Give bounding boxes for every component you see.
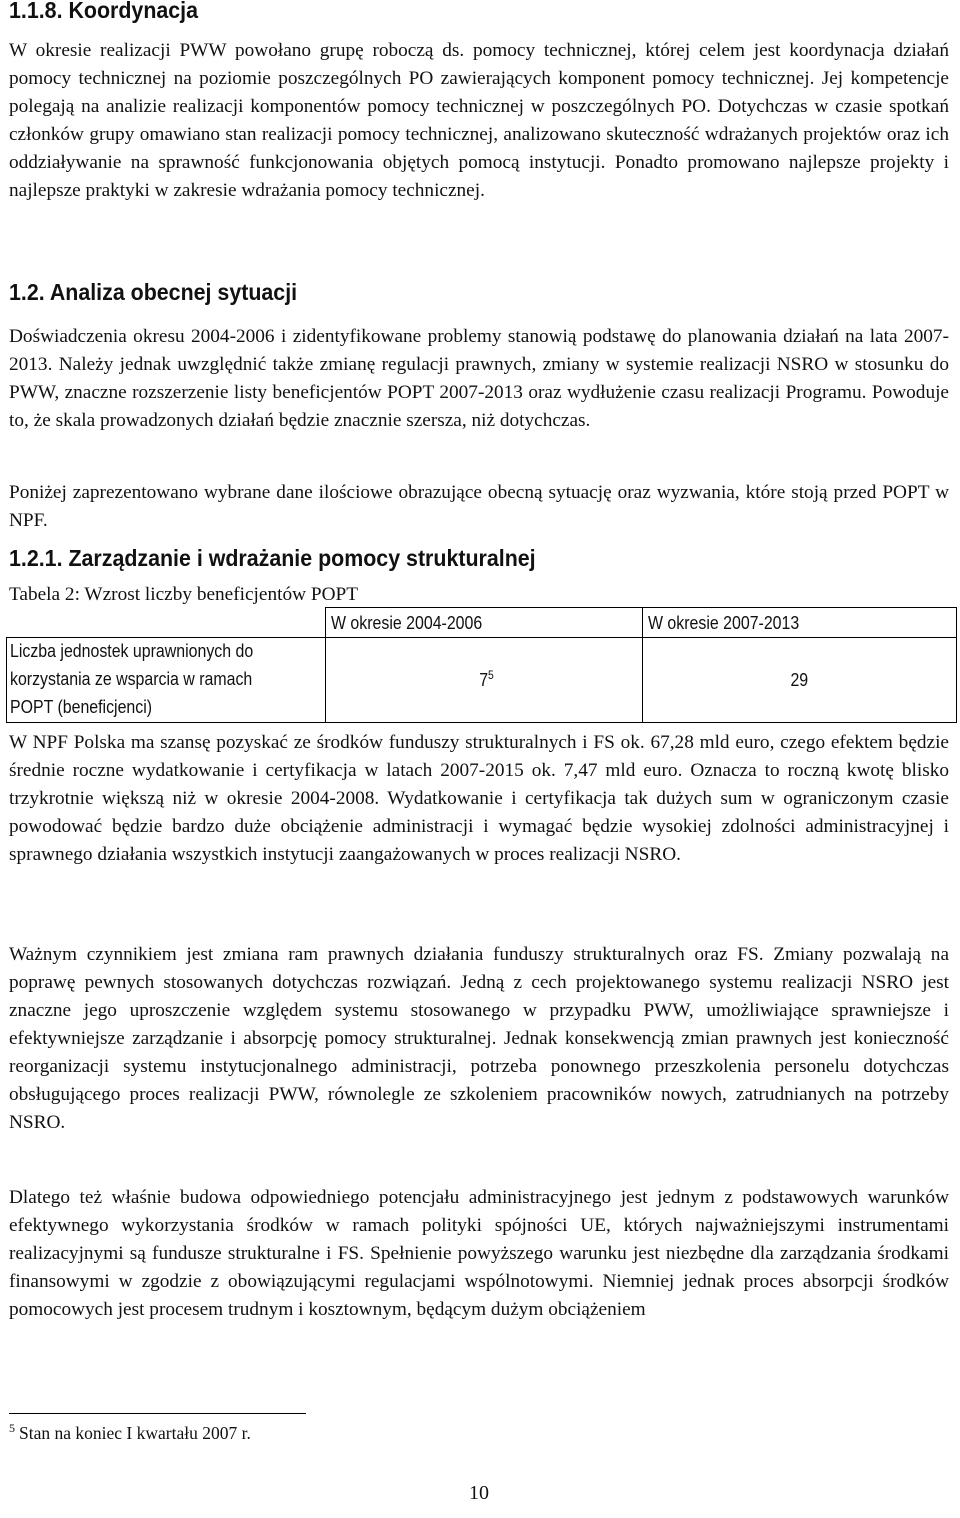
table-row-label [7,638,326,723]
table-cell-2007-2013 [643,638,957,723]
footnote-separator [9,1413,306,1414]
table-row [7,638,957,723]
table-header-row [7,608,957,638]
value-2004-2006 [479,668,494,691]
table-empty-corner [7,608,326,638]
paragraph-analiza-1: Doświadczenia okresu 2004-2006 i zidentyfikowane problemy stanowią podstawę do planowania działań na lata 2007-2013. Należy jednak uwzględnić także zmianę regulacji prawnych, zmiany w systemie realizacji NSRO w stosunku do PWW, znaczne rozszerzenie listy beneficjentów POPT 2007-2013 oraz wydłużenie czasu realizacji Programu. Powoduje to, że skala prowadzonych działań będzie znacznie szersza, niż dotychczas. [9,326,949,431]
column-header-2004: W okresie 2004-2006 [331,611,483,633]
beneficiaries-table [6,607,957,723]
paragraph-npf-funds: W NPF Polska ma szansę pozyskać ze środków funduszy strukturalnych i FS ok. 67,28 mld euro, czego efektem będzie średnie roczne wydatkowanie i certyfikacja w latach 2007-2015 ok. 7,47 mld euro. Oznacza to roczną kwotę blisko trzykrotnie większą niż w okresie 2004-2008. Wydatkowanie i certyfikacja tak dużych sum w ograniczonym czasie powodować będzie bardzo duże obciążenie administracji i wymagać będzie wysokiej zdolności administracyjnej i sprawnego działania wszystkich instytucji zaangażowanych w proces realizacji NSRO. [9,732,949,865]
row-label-line-3: POPT (beneficjenci) [10,696,153,717]
value-2004-number: 7 [478,669,488,691]
paragraph-analiza-2: Poniżej zaprezentowano wybrane dane ilościowe obrazujące obecną sytuację oraz wyzwania, które stoją przed POPT w NPF. [9,482,949,531]
footnote-number: 5 [9,1421,15,1436]
paragraph-admin-capacity: Dlatego też właśnie budowa odpowiedniego potencjału administracyjnego jest jednym z podstawowych warunków efektywnego wykorzystania środków w ramach polityki spójności UE, których najważniejszymi instrumentami realizacyjnymi są fundusze strukturalne i FS. Spełnienie powyższego warunku jest niezbędne dla zarządzania środkami finansowymi w zgodzie z obowiązującymi regulacjami wspólnotowymi. Niemniej jednak proces absorpcji środków pomocowych jest procesem trudnym i kosztownym, będącym dużym obciążeniem [9,1187,949,1320]
footnote-text: Stan na koniec I kwartału 2007 r. [19,1423,251,1443]
column-header-2007: W okresie 2007-2013 [648,611,800,633]
table-cell-2004-2006 [326,638,643,723]
paragraph-koordynacja: W okresie realizacji PWW powołano grupę roboczą ds. pomocy technicznej, której celem jest koordynacja działań pomocy technicznej na poziomie poszczególnych PO zawierających komponent pomocy technicznej. Jej kompetencje polegają na analizie realizacji komponentów pomocy technicznej w poszczególnych PO. Dotychczas w czasie spotkań członków grupy omawiano stan realizacji pomocy technicznej, analizowano skuteczność wdrażanych projektów oraz ich oddziaływanie na sprawność funkcjonowania objętych pomocą instytucji. Ponadto promowano najlepsze projekty i najlepsze praktyki w zakresie wdrażania pomocy technicznej. [9,40,949,201]
table-caption: Tabela 2: Wzrost liczby beneficjentów POPT [9,584,359,605]
paragraph-legal-framework: Ważnym czynnikiem jest zmiana ram prawnych działania funduszy strukturalnych oraz FS. Zmiany pozwalają na poprawę pewnych stosowanych dotychczas rozwiązań. Jedną z cech projektowanego systemu realizacji NSRO jest znaczne jego uproszczenie względem systemu stosowanego w przypadku PWW, umożliwiające sprawniejsze i efektywniejsze zarządzanie i absorpcję pomocy strukturalnej. Jednak konsekwencją zmian prawnych jest konieczność reorganizacji systemu instytucjonalnego administracji, potrzeba ponownego przeszkolenia personelu dotychczas obsługującego proces realizacji PWW, równolegle ze szkoleniem pracowników nowych, zatrudnianych na potrzeby NSRO. [9,944,949,1133]
value-2007-2013: 29 [790,669,809,690]
section-heading-koordynacja: 1.1.8. Koordynacja [9,0,199,23]
table-header-2004-2006 [326,608,643,638]
page-number: 10 [469,1482,489,1504]
row-label-line-2: korzystania ze wsparcia w ramach [10,668,253,689]
section-heading-analiza: 1.2. Analiza obecnej sytuacji [9,279,298,305]
row-label-line-1: Liczba jednostek uprawnionych do [10,640,254,661]
table-header-2007-2013 [643,608,957,638]
section-heading-zarzadzanie: 1.2.1. Zarządzanie i wdrażanie pomocy strukturalnej [9,545,536,571]
footnote-ref-5: 5 [487,668,494,683]
footnote [9,1423,251,1444]
